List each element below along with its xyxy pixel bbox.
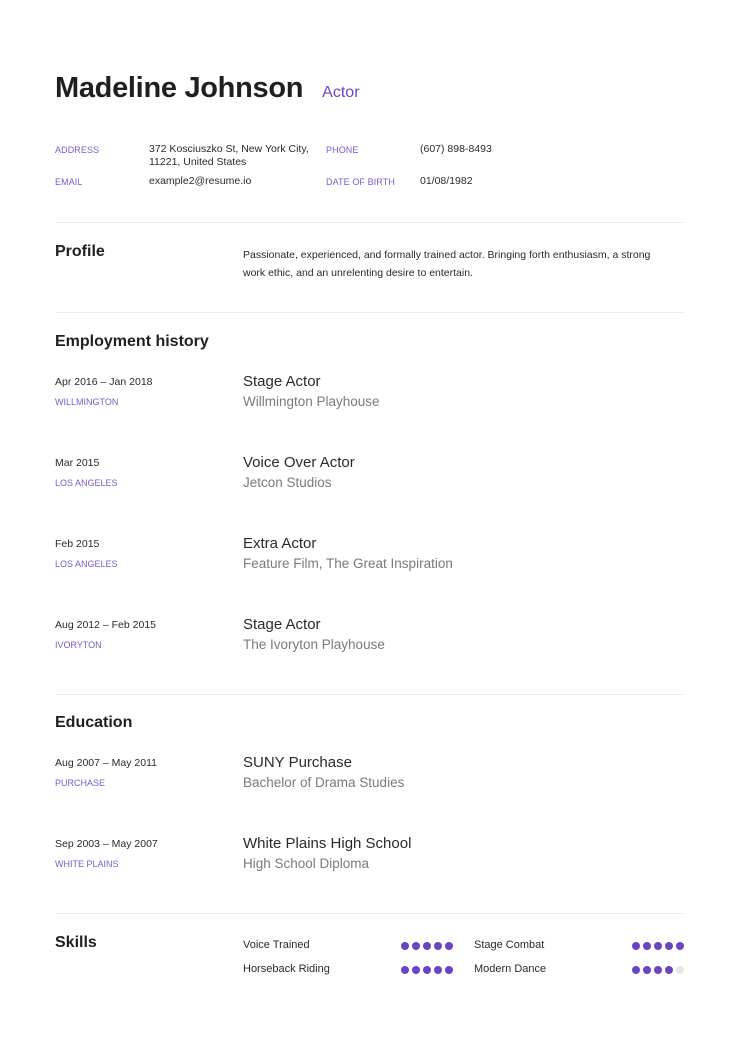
level-dot-icon <box>445 966 453 974</box>
level-dot-icon <box>665 966 673 974</box>
employment-entry <box>55 616 684 666</box>
entry-role: Stage Actor <box>243 373 321 390</box>
skill-name: Stage Combat <box>474 939 545 951</box>
entry-dates: Sep 2003 – May 2007 <box>55 838 158 850</box>
education-entry <box>55 754 684 804</box>
level-dot-icon <box>401 942 409 950</box>
entry-role: Extra Actor <box>243 535 317 552</box>
entry-dates: Apr 2016 – Jan 2018 <box>55 376 153 388</box>
skill-item <box>243 939 453 955</box>
skill-name: Horseback Riding <box>243 963 330 975</box>
divider <box>55 913 684 914</box>
entry-organization: Feature Film, The Great Inspiration <box>243 556 453 571</box>
level-dot-icon <box>643 942 651 950</box>
skills-heading: Skills <box>55 934 97 951</box>
address-line-1: 372 Kosciuszko St, New York City, <box>149 143 309 155</box>
level-dot-icon <box>434 942 442 950</box>
entry-degree: Bachelor of Drama Studies <box>243 775 405 790</box>
entry-location: LOS ANGELES <box>55 559 118 569</box>
email-value: example2@resume.io <box>149 175 252 187</box>
divider <box>55 694 684 695</box>
level-dot-icon <box>412 966 420 974</box>
level-dot-icon <box>654 942 662 950</box>
skill-name: Modern Dance <box>474 963 547 975</box>
level-dot-empty-icon <box>676 966 684 974</box>
profile-summary <box>243 246 683 282</box>
entry-location: PURCHASE <box>55 778 106 788</box>
email-label: EMAIL <box>55 177 83 187</box>
candidate-name: Madeline Johnson <box>55 72 304 104</box>
entry-dates: Feb 2015 <box>55 538 100 550</box>
level-dot-icon <box>401 966 409 974</box>
skill-item <box>474 939 684 955</box>
profile-heading: Profile <box>55 243 105 260</box>
dob-value: 01/08/1982 <box>420 175 473 187</box>
skill-item <box>474 963 684 979</box>
phone-label: PHONE <box>326 145 359 155</box>
skill-level-dots <box>632 966 684 974</box>
entry-organization: Jetcon Studios <box>243 475 332 490</box>
resume-header <box>55 72 360 105</box>
address-line-2: 11221, United States <box>149 156 247 168</box>
entry-dates: Aug 2007 – May 2011 <box>55 757 157 769</box>
level-dot-icon <box>676 942 684 950</box>
entry-dates: Aug 2012 – Feb 2015 <box>55 619 157 631</box>
entry-role: Stage Actor <box>243 616 321 633</box>
skill-name: Voice Trained <box>243 939 310 951</box>
level-dot-icon <box>632 942 640 950</box>
employment-entry <box>55 373 684 423</box>
entry-location: WHITE PLAINS <box>55 859 119 869</box>
entry-location: WILLMINGTON <box>55 397 119 407</box>
entry-role: Voice Over Actor <box>243 454 355 471</box>
profile-line-2: work ethic, and an unrelenting desire to entertain. <box>243 267 473 279</box>
level-dot-icon <box>423 942 431 950</box>
entry-dates: Mar 2015 <box>55 457 100 469</box>
education-entry <box>55 835 684 885</box>
level-dot-icon <box>434 966 442 974</box>
dob-label: DATE OF BIRTH <box>326 177 395 187</box>
level-dot-icon <box>412 942 420 950</box>
address-label: ADDRESS <box>55 145 100 155</box>
level-dot-icon <box>643 966 651 974</box>
level-dot-icon <box>445 942 453 950</box>
entry-organization: The Ivoryton Playhouse <box>243 637 385 652</box>
entry-school: White Plains High School <box>243 835 412 852</box>
phone-value: (607) 898-8493 <box>420 143 492 155</box>
employment-heading: Employment history <box>55 333 209 350</box>
entry-organization: Willmington Playhouse <box>243 394 380 409</box>
entry-school: SUNY Purchase <box>243 754 352 771</box>
page-cutoff <box>0 990 740 1047</box>
skill-item <box>243 963 453 979</box>
skill-level-dots <box>632 942 684 950</box>
divider <box>55 312 684 313</box>
entry-location: IVORYTON <box>55 640 102 650</box>
level-dot-icon <box>665 942 673 950</box>
level-dot-icon <box>423 966 431 974</box>
entry-degree: High School Diploma <box>243 856 370 871</box>
profile-line-1: Passionate, experienced, and formally trained actor. Bringing forth enthusiasm, a strong <box>243 249 651 261</box>
skill-level-dots <box>401 966 453 974</box>
education-heading: Education <box>55 714 133 731</box>
skill-level-dots <box>401 942 453 950</box>
divider <box>55 222 684 223</box>
employment-entry <box>55 535 684 585</box>
employment-entry <box>55 454 684 504</box>
level-dot-icon <box>654 966 662 974</box>
level-dot-icon <box>632 966 640 974</box>
resume-page <box>55 0 684 1047</box>
entry-location: LOS ANGELES <box>55 478 118 488</box>
job-title: Actor <box>322 84 360 101</box>
